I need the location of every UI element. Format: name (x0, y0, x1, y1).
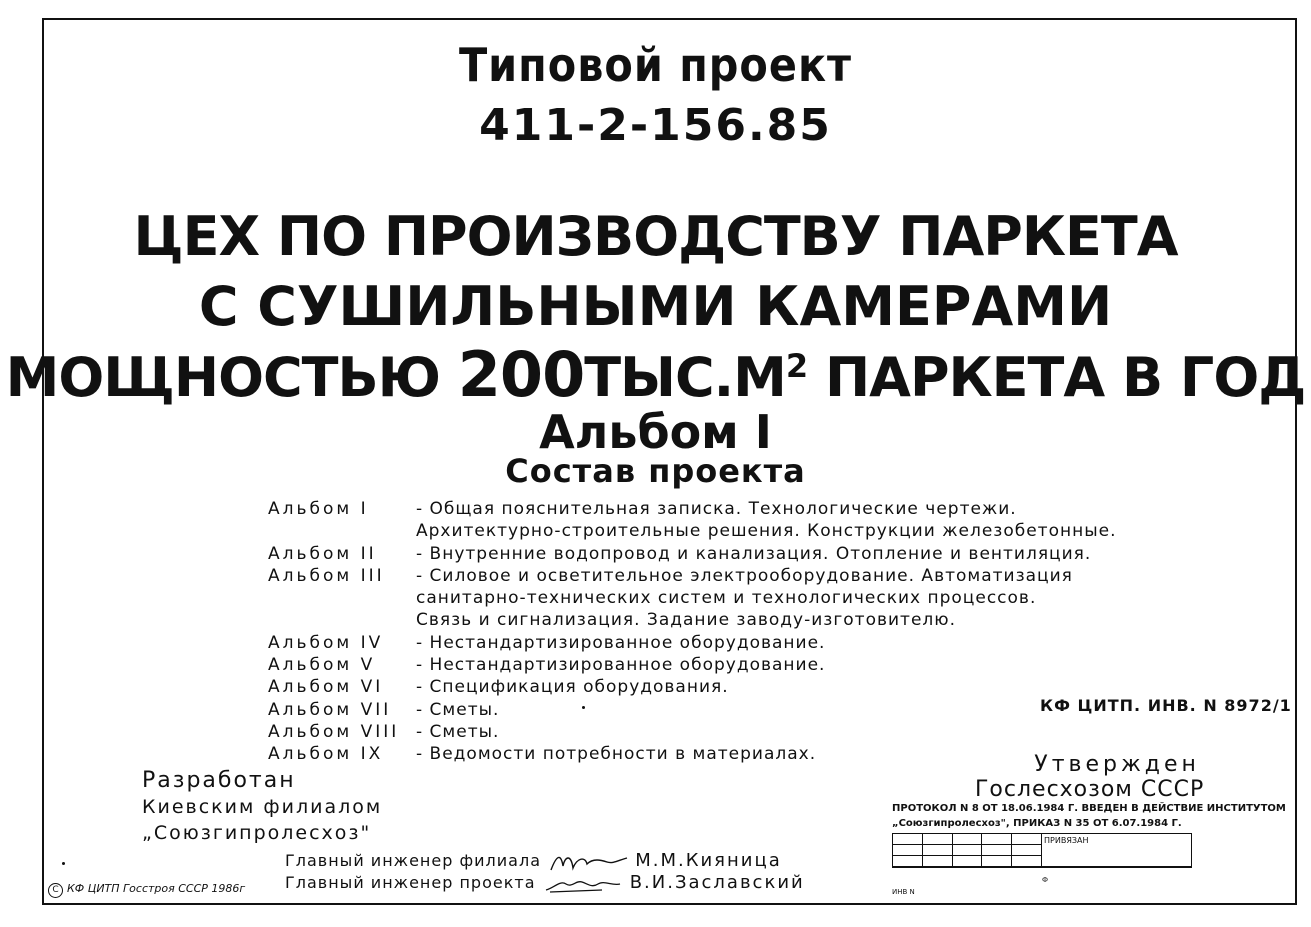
album-text: санитарно-технических систем и технологических процессов. (416, 588, 1037, 609)
title-line-2: С СУШИЛЬНЫМИ КАМЕРАМИ (198, 275, 1113, 338)
title-line-3 (0, 338, 1311, 411)
copyright-icon: C (48, 883, 63, 898)
album-row (268, 565, 1117, 587)
title-line-3-pre: МОЩНОСТЬЮ (5, 346, 458, 409)
album-text: - Внутренние водопровод и канализация. Отопление и вентиляция. (416, 543, 1092, 564)
album-title: Альбом I (539, 405, 772, 459)
developer-block (142, 768, 382, 846)
chief-name: М.М.Кияница (635, 850, 782, 871)
album-row (268, 676, 1117, 698)
album-label: Альбом II (268, 543, 377, 564)
chief-name: В.И.Заславский (629, 872, 805, 893)
signature-icon (547, 852, 629, 872)
inventory-number: КФ ЦИТП. ИНВ. N 8972/1 (1040, 696, 1292, 715)
protocol-line-2: „Союзгипролесхоз", ПРИКАЗ N 35 ОТ 6.07.1984 Г. (892, 818, 1182, 829)
album-text: Связь и сигнализация. Задание заводу-изготовителю. (416, 610, 956, 631)
album-row (268, 520, 1117, 542)
album-label: Альбом III (268, 565, 385, 586)
approval-block (975, 752, 1204, 802)
album-label (268, 609, 416, 631)
album-label: Альбом IX (268, 744, 384, 765)
album-text: - Спецификация оборудования. (416, 677, 729, 698)
stamp-divider (892, 867, 1192, 868)
album-label: Альбом I (268, 499, 369, 519)
album-label: Альбом IV (268, 632, 384, 653)
album-text: - Нестандартизированное оборудование. (416, 632, 826, 653)
copyright-text: КФ ЦИТП Госстроя СССР 1986г (67, 882, 246, 895)
approved-heading: Утвержден (1034, 752, 1200, 777)
album-label (268, 520, 416, 542)
capacity-number: 200 (457, 338, 585, 411)
chief-role: Главный инженер проекта (285, 873, 536, 892)
capacity-unit: ТЫС.М (584, 346, 786, 409)
developer-org: „Союзгипролесхоз" (142, 822, 372, 844)
album-row (268, 609, 1117, 631)
capacity-unit-sup: 2 (785, 347, 808, 385)
developer-heading: Разработан (142, 768, 296, 793)
scan-dot (62, 862, 65, 865)
signature-icon (542, 874, 624, 894)
title-line-1: ЦЕХ ПО ПРОИЗВОДСТВУ ПАРКЕТА (133, 205, 1178, 268)
title-line-3-post: ПАРКЕТА В ГОД (807, 346, 1306, 409)
album-text: - Сметы. (416, 721, 500, 742)
protocol-note (892, 801, 1286, 831)
album-text: - Нестандартизированное оборудование. (416, 655, 826, 676)
stamp-privyazan: ПРИВЯЗАН (1042, 833, 1192, 867)
album-label: Альбом VIII (268, 721, 400, 742)
album-row (268, 587, 1117, 609)
album-label: Альбом VI (268, 677, 384, 698)
project-type: Типовой проект (458, 38, 853, 92)
chief-engineers (285, 850, 805, 894)
album-row (268, 498, 1117, 520)
project-number: 411-2-156.85 (479, 100, 832, 151)
album-row (268, 654, 1117, 676)
stamp-inv: ИНВ N (892, 888, 915, 896)
chief-role: Главный инженер филиала (285, 851, 541, 870)
album-row (268, 699, 1117, 721)
chief-row-branch (285, 850, 805, 872)
album-label: Альбом VII (268, 699, 392, 720)
chief-row-project (285, 872, 805, 894)
album-text: - Общая пояснительная записка. Технологические чертежи. (416, 499, 1017, 519)
protocol-line-1: ПРОТОКОЛ N 8 ОТ 18.06.1984 Г. ВВЕДЕН В ДЕЙСТВИЕ ИНСТИТУТОМ (892, 803, 1286, 814)
album-row (268, 632, 1117, 654)
scan-dot (582, 706, 585, 709)
album-text: Архитектурно-строительные решения. Конструкции железобетонные. (416, 521, 1117, 542)
stamp-mark: Ф (1042, 876, 1049, 884)
album-label (268, 587, 416, 609)
album-text: - Ведомости потребности в материалах. (416, 744, 817, 765)
album-row (268, 721, 1117, 743)
composition-title: Состав проекта (505, 452, 806, 490)
copyright-note (48, 882, 245, 898)
developer-branch: Киевским филиалом (142, 796, 383, 818)
approved-org: Гослесхозом СССР (975, 777, 1205, 802)
album-row (268, 543, 1117, 565)
album-text: - Силовое и осветительное электрооборудование. Автоматизация (416, 565, 1073, 586)
album-list (268, 498, 1117, 766)
album-label: Альбом V (268, 655, 376, 676)
album-text: - Сметы. (416, 699, 500, 720)
